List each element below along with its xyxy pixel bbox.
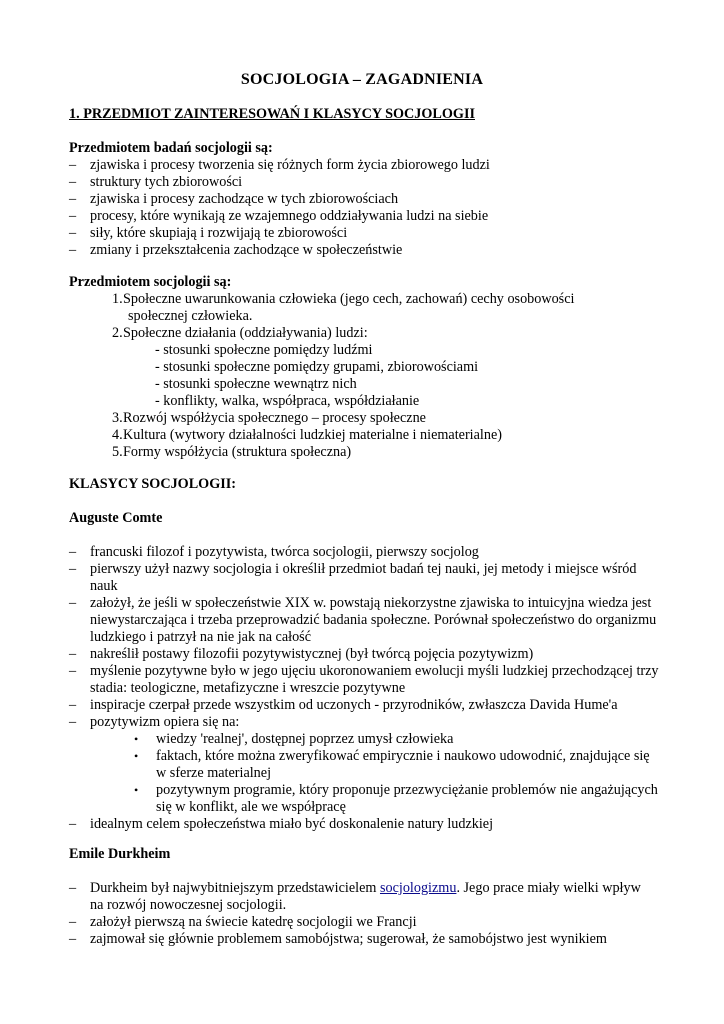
list-item: – pierwszy użył nazwy socjologia i określił przedmiot badań tej nauki, jej metody i miejsce wśród nauk [69, 561, 659, 595]
list-item: – zjawiska i procesy zachodzące w tych zbiorowościach [69, 191, 669, 208]
research-subjects-list [69, 157, 669, 259]
list-item: – struktury tych zbiorowości [69, 174, 669, 191]
durkheim-heading: Emile Durkheim [69, 846, 171, 862]
list-item: – Durkheim był najwybitniejszym przedstawicielem socjologizmu. Jego prace miały wielki wpływ na rozwój nowoczesnej socjologii. [69, 880, 649, 914]
sociologism-link[interactable]: socjologizmu [379, 880, 457, 896]
social-relations-sublist [69, 342, 669, 410]
sub-item: - konflikty, walka, współpraca, współdziałanie [155, 393, 420, 409]
sub-item: - stosunki społeczne pomiędzy grupami, zbiorowościami [155, 359, 479, 375]
comte-heading: Auguste Comte [69, 510, 163, 526]
list-item: – procesy, które wynikają ze wzajemnego oddziaływania ludzi na siebie [69, 208, 669, 225]
list-item: – zmiany i przekształcenia zachodzące w społeczeństwie [69, 242, 669, 259]
sociology-subject-list-continued [69, 410, 669, 461]
numbered-item: 2. Społeczne działania (oddziaływania) ludzi: [112, 325, 368, 341]
numbered-item: 3. Rozwój współżycia społecznego – procesy społeczne [112, 410, 426, 426]
research-subjects-block [69, 140, 669, 259]
list-item: – zajmował się głównie problemem samobójstwa; sugerował, że samobójstwo jest wynikiem [69, 931, 649, 948]
numbered-item: 1. Społeczne uwarunkowania człowieka (jego cech, zachowań) cechy osobowości społecznej człowieka. [112, 291, 575, 324]
list-item: – idealnym celem społeczeństwa miało być doskonalenie natury ludzkiej [69, 816, 659, 833]
durkheim-block [69, 880, 649, 948]
list-item: – siły, które skupiają i rozwijają te zbiorowości [69, 225, 669, 242]
comte-block [69, 544, 659, 833]
list-item: – nakreślił postawy filozofii pozytywistycznej (był twórcą pojęcia pozytywizm) [69, 646, 659, 663]
list-item: – myślenie pozytywne było w jego ujęciu ukoronowaniem ewolucji myśli ludzkiej przechodzącej trzy stadia: teologiczne, metafizyczne i wreszcie pozytywne [69, 663, 659, 697]
durkheim-list [69, 880, 649, 948]
document-title: SOCJOLOGIA – ZAGADNIENIA [240, 71, 484, 88]
list-item: – zjawiska i procesy tworzenia się różnych form życia zbiorowego ludzi [69, 157, 669, 174]
bullet-item: • pozytywnym programie, który proponuje przezwyciężanie problemów nie angażujących się w konflikt, ale we współpracę [69, 782, 659, 816]
list-item: – założył pierwszą na świecie katedrę socjologii we Francji [69, 914, 649, 931]
sub-item: - stosunki społeczne pomiędzy ludźmi [155, 342, 373, 358]
comte-list [69, 544, 659, 731]
bullet-item: • wiedzy 'realnej', dostępnej poprzez umysł człowieka [69, 731, 659, 748]
positivism-bullets [69, 731, 659, 816]
sociology-subject-heading: Przedmiotem socjologii są: [69, 274, 232, 290]
numbered-item: 4. Kultura (wytwory działalności ludzkiej materialne i niematerialne) [112, 427, 502, 443]
list-item: – inspiracje czerpał przede wszystkim od uczonych - przyrodników, zwłaszcza Davida Hume'a [69, 697, 659, 714]
list-item: – francuski filozof i pozytywista, twórca socjologii, pierwszy socjolog [69, 544, 659, 561]
sociology-subject-block [69, 274, 669, 461]
sociology-subject-list [69, 291, 669, 342]
list-item: – pozytywizm opiera się na: [69, 714, 659, 731]
research-subjects-heading: Przedmiotem badań socjologii są: [69, 140, 273, 156]
list-item: – założył, że jeśli w społeczeństwie XIX w. powstają niekorzystne zjawiska to intuicyjna wiedza jest niewystarczająca i trzeba przeprowadzić badania społeczne. Porównał społeczeństwo do organizmu ludzkiego i patrzył na nie jak na całość [69, 595, 659, 646]
sub-item: - stosunki społeczne wewnątrz nich [155, 376, 357, 392]
bullet-item: • faktach, które można zweryfikować empirycznie i naukowo udowodnić, znajdujące się w sferze materialnej [69, 748, 659, 782]
numbered-item: 5. Formy współżycia (struktura społeczna) [112, 444, 352, 460]
section-heading: 1. PRZEDMIOT ZAINTERESOWAŃ I KLASYCY SOCJOLOGII [69, 106, 475, 122]
classics-heading: KLASYCY SOCJOLOGII: [69, 476, 236, 492]
comte-list-continued [69, 816, 659, 833]
